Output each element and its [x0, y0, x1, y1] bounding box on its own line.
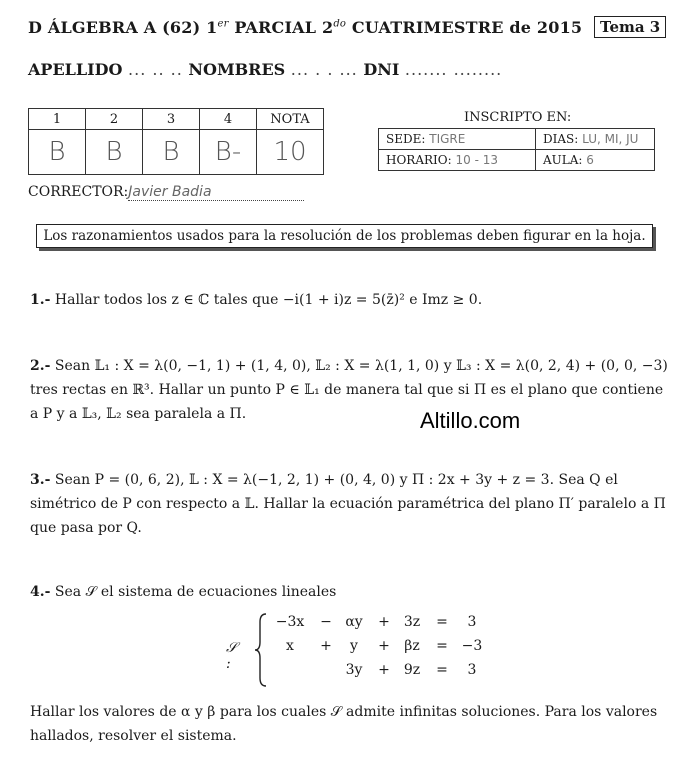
- grade-header: 4: [200, 109, 257, 130]
- horario-value: 10 - 13: [455, 153, 498, 167]
- system-equals: =: [436, 662, 448, 678]
- problem-number: 1.-: [30, 292, 51, 308]
- aula-value: 6: [586, 153, 594, 167]
- system-equals: =: [436, 638, 448, 654]
- system-op: −: [320, 614, 332, 630]
- problem-text: Hallar todos los z ∈ ℂ tales que −i(1 + i)z = 5(z̄)² e Imz ≥ 0.: [54, 292, 483, 308]
- problem-1: [30, 288, 670, 312]
- altillo-watermark: Altillo.com: [420, 408, 521, 433]
- problem-text: Sea 𝒮 el sistema de ecuaciones lineales: [54, 584, 337, 600]
- grades-table: [28, 108, 324, 175]
- system-term: βz: [404, 638, 420, 654]
- instructions-notice: Los razonamientos usados para la resolución de los problemas deben figurar en la hoja.: [36, 224, 653, 248]
- corrector-signature: Javier Badia: [128, 184, 304, 201]
- problem-number: 2.-: [30, 358, 51, 374]
- grade-header: 2: [86, 109, 143, 130]
- problem-number: 4.-: [30, 584, 51, 600]
- system-term: αy: [345, 614, 363, 630]
- apellido-field[interactable]: ... .. ..: [128, 60, 183, 79]
- exam-header: D ÁLGEBRA A (62) 1er PARCIAL $2^{do}$ CUATRIMESTRE de 2015: [28, 18, 583, 37]
- problem-number: 3.-: [30, 472, 51, 488]
- identity-line: [28, 60, 502, 79]
- system-rhs: 3: [467, 614, 477, 630]
- corrector-line: [28, 184, 304, 201]
- dias-value: LU, MI, JU: [582, 132, 639, 146]
- system-equals: =: [436, 614, 448, 630]
- problem-3: [30, 468, 670, 540]
- system-term: 3z: [403, 614, 421, 630]
- grade-header: 3: [143, 109, 200, 130]
- grade-value: B-: [200, 130, 257, 175]
- apellido-label: APELLIDO: [28, 60, 123, 79]
- grade-value: B: [143, 130, 200, 175]
- grade-value: 10: [257, 130, 324, 175]
- system-rhs: 3: [467, 662, 477, 678]
- aula-cell: AULA: 6: [536, 150, 655, 171]
- horario-cell: HORARIO: 10 - 13: [379, 150, 536, 171]
- grade-value: B: [86, 130, 143, 175]
- corrector-label: CORRECTOR:: [28, 184, 129, 200]
- system-rhs: −3: [461, 638, 483, 654]
- nombres-field[interactable]: ... . . ...: [290, 60, 358, 79]
- system-term: 9z: [403, 662, 421, 678]
- nombres-label: NOMBRES: [188, 60, 286, 79]
- left-brace-icon: [254, 612, 268, 688]
- system-term: x: [286, 638, 294, 654]
- dni-label: DNI: [363, 60, 400, 79]
- system-op: +: [378, 638, 390, 654]
- inscripto-table: [378, 128, 655, 171]
- system-term: y: [350, 638, 358, 654]
- grade-header: NOTA: [257, 109, 324, 130]
- dni-field[interactable]: ....... ........: [404, 60, 503, 79]
- system-op: +: [378, 614, 390, 630]
- system-op: +: [320, 638, 332, 654]
- system-term: −3x: [275, 614, 305, 630]
- problem-text: Sean P = (0, 6, 2), 𝕃 : X = λ(−1, 2, 1) + (0, 4, 0) y Π : 2x + 3y + z = 3. Sea Q el simétrico de P con respecto a 𝕃. Hallar la ecuación paramétrica del plano Π′ paralelo a Π que pasa por Q.: [30, 472, 666, 536]
- problem-text: Sean 𝕃₁ : X = λ(0, −1, 1) + (1, 4, 0), 𝕃₂ : X = λ(1, 1, 0) y 𝕃₃ : X = λ(0, 2, 4) + (0, 0, −3) tres rectas en ℝ³. Hallar un punto P ∈ 𝕃₁ de manera tal que si Π es el plano que contiene a P y a 𝕃₃, 𝕃₂ sea paralela a Π.: [30, 358, 668, 422]
- system-label: 𝒮 :: [226, 640, 237, 672]
- problem-4: [30, 580, 670, 604]
- system-op: +: [378, 662, 390, 678]
- sede-cell: SEDE: TIGRE: [379, 129, 536, 150]
- system-term: 3y: [345, 662, 363, 678]
- grade-header: 1: [29, 109, 86, 130]
- dias-cell: DIAS: LU, MI, JU: [536, 129, 655, 150]
- sede-value: TIGRE: [429, 132, 466, 146]
- problem-2: [30, 354, 670, 426]
- inscripto-title: INSCRIPTO EN:: [464, 110, 572, 125]
- grade-value: B: [29, 130, 86, 175]
- tema-box: Tema 3: [594, 16, 666, 38]
- problem-4-question: Hallar los valores de α y β para los cuales 𝒮 admite infinitas soluciones. Para los valores hallados, resolver el sistema.: [30, 704, 658, 744]
